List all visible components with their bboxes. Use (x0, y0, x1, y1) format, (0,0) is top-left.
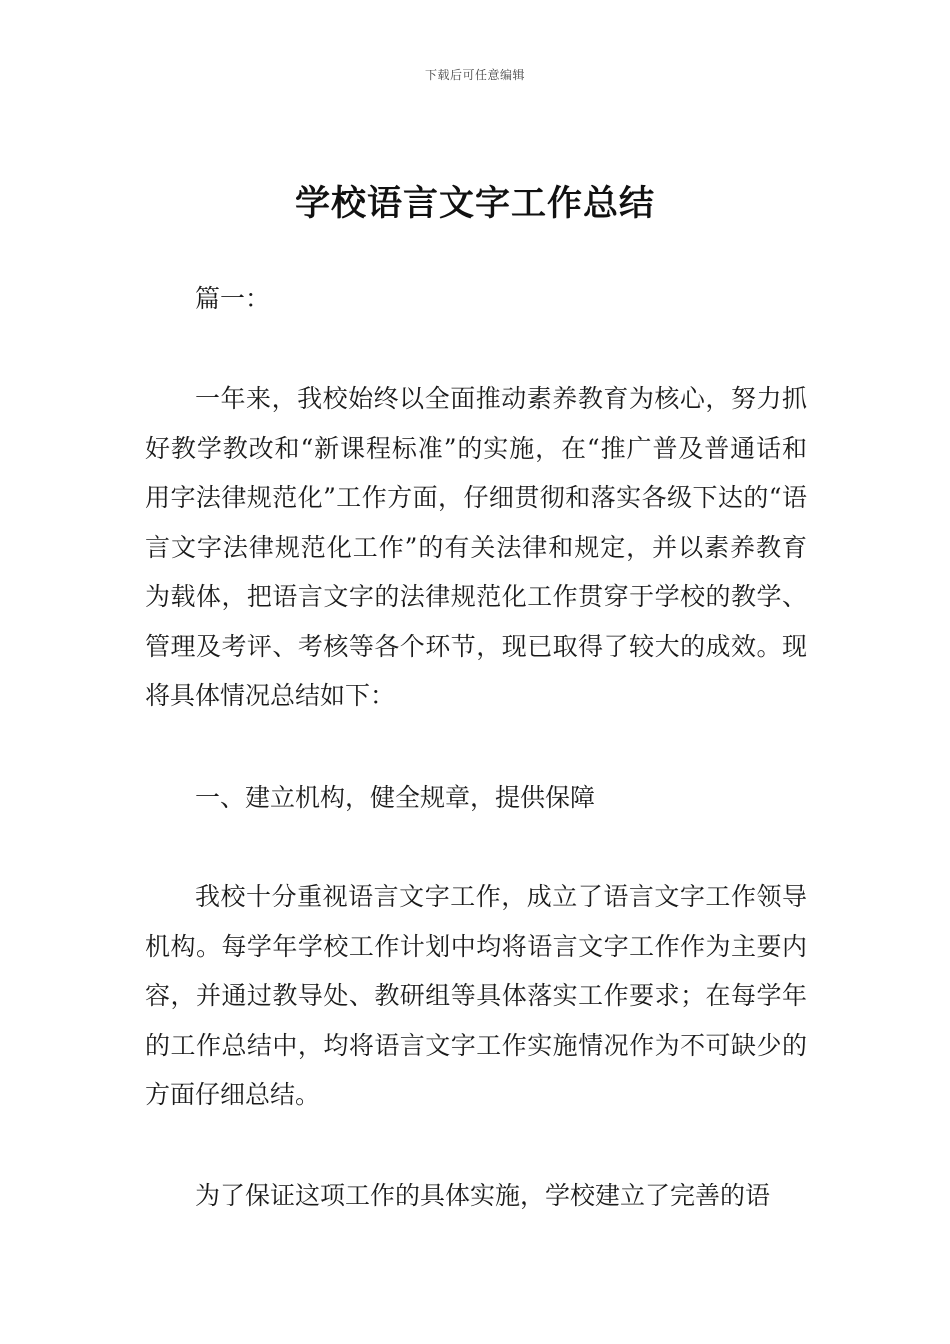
header-note: 下载后可任意编辑 (424, 68, 525, 82)
paragraph-intro: 一年来，我校始终以全面推动素养教育为核心，努力抓好教学教改和“新课程标准”的实施，在“推广普及普通话和用字法律规范化”工作方面，仔细贯彻和落实各级下达的“语言文字法律规范化工作”的有关法律和规定，并以素养教育为载体，把语言文字的法律规范化工作贯穿于学校的教学、管理及考评、考核等各个环节，现已取得了较大的成效。现将具体情况总结如下： (145, 384, 807, 710)
paragraph-organization: 我校十分重视语言文字工作，成立了语言文字工作领导机构。每学年学校工作计划中均将语言文字工作作为主要内容，并通过教导处、教研组等具体落实工作要求；在每学年的工作总结中，均将语言文字工作实施情况作为不可缺少的方面仔细总结。 (145, 882, 807, 1109)
section-label: 篇一： (195, 284, 271, 313)
paragraph-implementation: 为了保证这项工作的具体实施，学校建立了完善的语 (195, 1181, 771, 1210)
section-heading-1: 一、建立机构，健全规章，提供保障 (195, 783, 596, 812)
document-title: 学校语言文字工作总结 (294, 184, 655, 224)
